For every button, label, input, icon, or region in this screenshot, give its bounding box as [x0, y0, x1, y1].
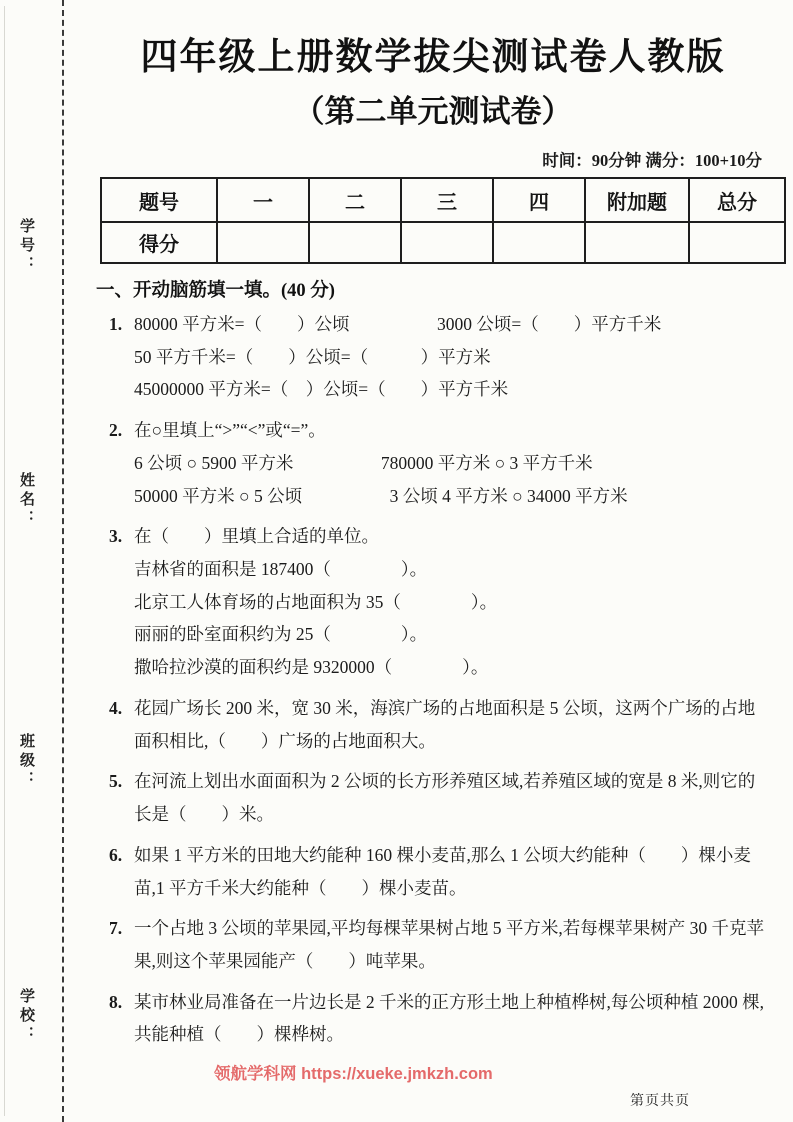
- page-number-text: 第页共页: [630, 1094, 690, 1109]
- fold-dashed-line: [62, 0, 64, 1122]
- question-2: [96, 414, 764, 512]
- question-line: 6 公顷 ○ 5900 平方米 780000 平方米 ○ 3 平方千米: [134, 452, 593, 473]
- question-number: 7.: [109, 918, 123, 939]
- question-number: 2.: [109, 420, 123, 441]
- student-id-label: 学号：: [18, 218, 34, 275]
- score-empty-cell: [217, 222, 309, 263]
- score-table-header-row: [101, 178, 785, 222]
- score-empty-cell: [585, 222, 689, 263]
- score-empty-cell: [493, 222, 585, 263]
- score-header-cell: 附加题: [585, 178, 689, 222]
- score-table: [100, 177, 786, 264]
- school-label: 学校：: [18, 988, 34, 1045]
- question-line: 50 平方千米=（ ）公顷=（ ）平方米: [134, 346, 491, 367]
- question-line: 在河流上划出水面面积为 2 公顷的长方形养殖区域,若养殖区域的宽是 8 米,则它的长是（ ）米。: [134, 771, 756, 825]
- page-footer: [96, 1060, 770, 1118]
- question-line: 丽丽的卧室面积约为 25（ ）。: [134, 624, 428, 645]
- student-name-label: 姓名：: [18, 472, 34, 529]
- question-1: [96, 308, 764, 406]
- question-7: [96, 912, 764, 977]
- question-4: [96, 692, 764, 757]
- question-8: [96, 986, 764, 1051]
- question-6: [96, 839, 764, 904]
- score-header-cell: 三: [401, 178, 493, 222]
- question-line: 在（ ）里填上合适的单位。: [134, 526, 379, 547]
- question-line: 45000000 平方米=（ ）公顷=（ ）平方千米: [134, 379, 509, 400]
- score-header-cell: 一: [217, 178, 309, 222]
- question-number: 6.: [109, 844, 123, 865]
- score-empty-cell: [401, 222, 493, 263]
- question-line: 撒哈拉沙漠的面积约是 9320000（ ）。: [134, 657, 489, 678]
- question-line: 某市林业局准备在一片边长是 2 千米的正方形土地上种植桦树,每公顷种植 2000 棵,共能种植（ ）棵桦树。: [134, 991, 764, 1045]
- question-line: 花园广场长 200 米，宽 30 米，海滨广场的占地面积是 5 公顷，这两个广场的占地面积相比,（ ）广场的占地面积大。: [134, 697, 756, 751]
- question-line: 北京工人体育场的占地面积为 35（ ）。: [134, 591, 498, 612]
- question-number: 1.: [109, 314, 123, 334]
- question-number: 8.: [109, 991, 123, 1012]
- paper-subtitle: （第二单元测试卷）: [293, 94, 573, 129]
- questions-list: [96, 308, 764, 1051]
- question-5: [96, 765, 764, 830]
- question-line: 吉林省的面积是 187400（ ）。: [134, 559, 428, 580]
- score-header-cell: 四: [493, 178, 585, 222]
- score-header-cell: 题号: [101, 178, 217, 222]
- question-line: 如果 1 平方米的田地大约能种 160 棵小麦苗,那么 1 公顷大约能种（ ）棵小麦苗,1 平方千米大约能种（ ）棵小麦苗。: [134, 844, 751, 898]
- score-table-score-row: [101, 222, 785, 263]
- question-line: 50000 平方米 ○ 5 公顷 3 公顷 4 平方米 ○ 34000 平方米: [134, 485, 628, 506]
- score-empty-cell: [309, 222, 401, 263]
- paper-title: 四年级上册数学拔尖测试卷人教版: [140, 37, 726, 78]
- question-number: 5.: [109, 771, 123, 792]
- question-number: 3.: [109, 526, 123, 547]
- time-score-meta: 时间：90分钟 满分：100+10分: [542, 151, 762, 170]
- footer-site-link[interactable]: 领航学科网 https://xueke.jmkzh.com: [214, 1065, 493, 1083]
- paper-content: [96, 0, 770, 1059]
- question-number: 4.: [109, 697, 123, 718]
- paper-edge-line: [4, 6, 5, 1116]
- question-line: 在○里填上“>”“<”或“=”。: [134, 420, 326, 441]
- question-line: 一个占地 3 公顷的苹果园,平均每棵苹果树占地 5 平方米,若每棵苹果树产 30 千克苹果,则这个苹果园能产（ ）吨苹果。: [134, 918, 764, 971]
- question-3: [96, 520, 764, 684]
- score-header-cell: 二: [309, 178, 401, 222]
- score-row-label: 得分: [101, 222, 217, 263]
- class-label: 班级：: [18, 733, 34, 790]
- section-one-title: 一、开动脑筋填一填。(40 分): [96, 281, 335, 301]
- question-line: 80000 平方米=（ ）公顷 3000 公顷=（ ）平方千米: [134, 314, 662, 334]
- binding-margin: [0, 0, 94, 1122]
- score-header-cell: 总分: [689, 178, 785, 222]
- score-empty-cell: [689, 222, 785, 263]
